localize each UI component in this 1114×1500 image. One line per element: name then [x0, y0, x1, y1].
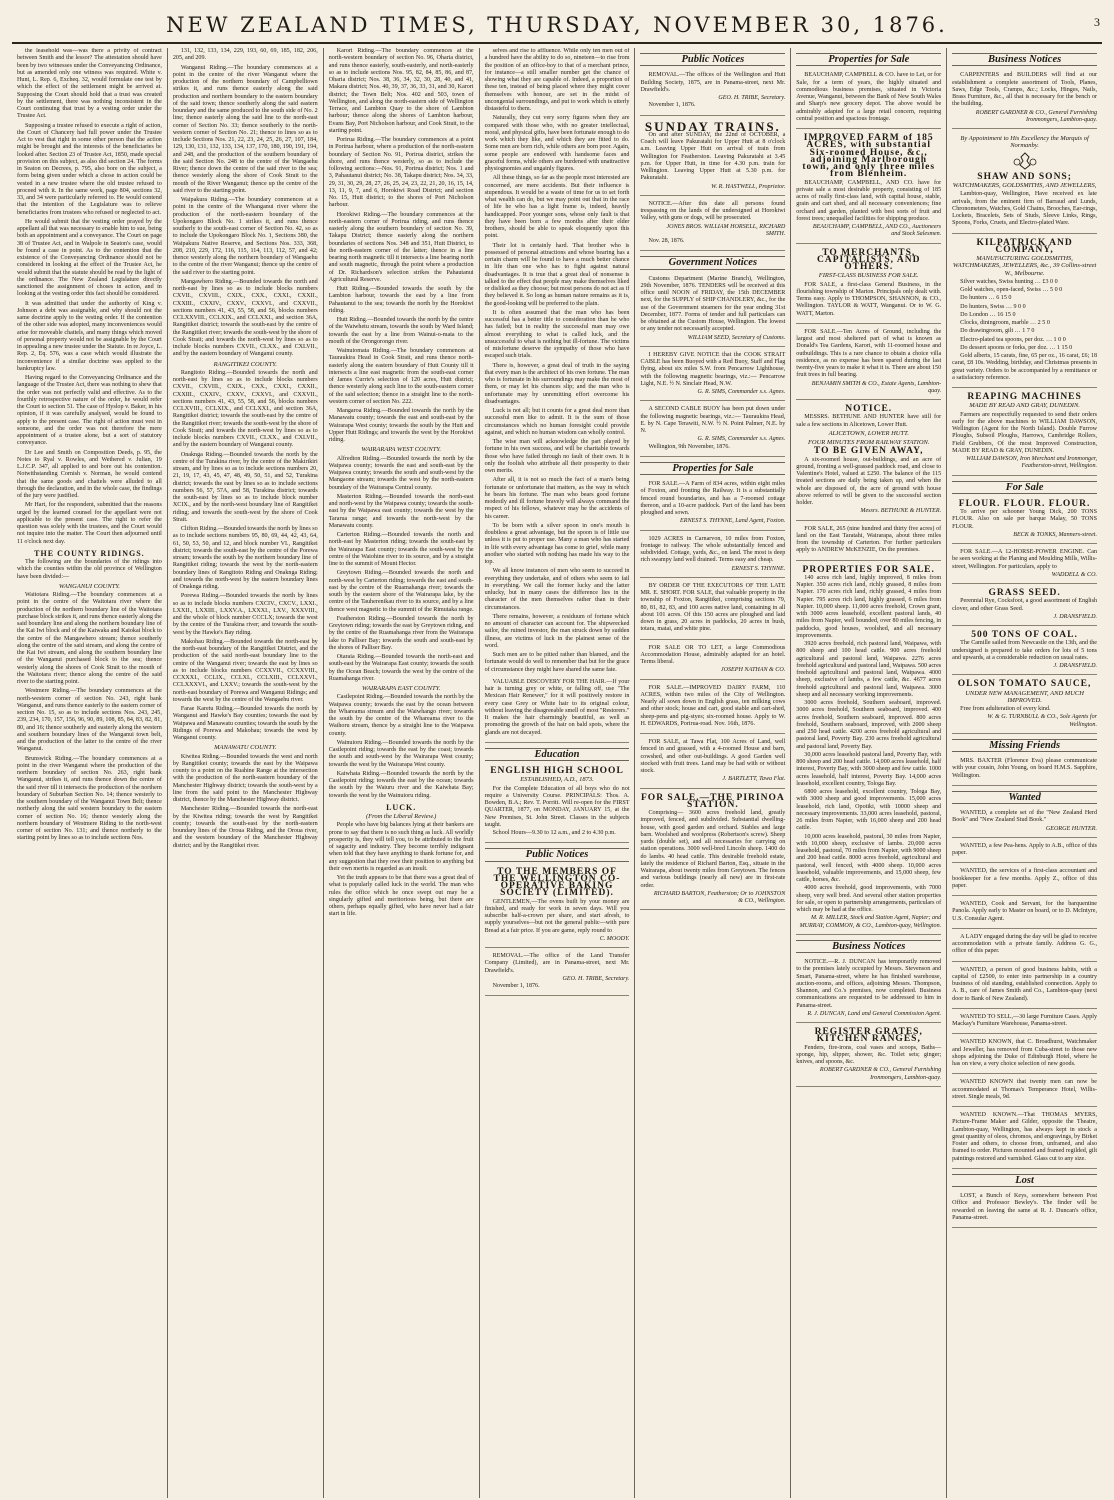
ad-body: The Camille sailed from Newcastle on the 13th, and the undersigned is prepared to take orders for lots of 5 tons and upwards, at a considerable reduction on usual rates.: [952, 640, 1098, 661]
ad-title: REGISTER GRATES, KITCHEN RANGES,: [814, 1027, 923, 1045]
subheading: MANAWATU COUNTY.: [214, 744, 277, 752]
article-paragraph: Farae Karetu Riding.—Bounded towards the north by Wanganui and Hawke's Bay counties; towards the east by Waipawa and Manawatu counties; towards the south by the Ridings of Porewa and Makohau; towards the west by Wanganui county.: [172, 706, 318, 741]
ad-body: FOR SALE.—A 12-HORSE-POWER ENGINE. Can be seen working at the Planing and Moulding Mills, Willis-street, Wellington. For particulars, apply to: [952, 549, 1098, 570]
article-paragraph: The wise man will acknowledge the part played by fortune in his own success, and will be charitable towards those who have failed through no fault of their own. It is only the foolish who attribute all their prosperity to their own merits.: [484, 439, 630, 474]
article-paragraph: Rangitoto Riding.—Bounded towards the north and north-east by lines so as to include blocks numbers CXVII., CXVIII., CXIX., CXX., CXXI., CXXII., CXXIII., CXXIV., CXXV., CXXVI., and CXXVII., sections numbers 41, 43, 55, 58, and 56, blocks numbers CCLXVIII., CCLXIX., and CCLXXI., and section 36A, Rangitikei district; towards the south-east by the centre of the Rangitikei river; towards the south-west by the shore of Cook Strait; and towards the north-west by lines so as to include blocks numbers CXVII., CLXX., and CXLVII., and by the eastern boundary of Wanganui county.: [172, 369, 318, 449]
ad-body: WANTED KNOWN that twenty men can now be accommodated at Thomas's Temperance Hotel, Willis-street. Single meals, 9d.: [952, 1079, 1098, 1100]
ad-subtitle: MANUFACTURING GOLDSMITHS, WATCHMAKERS, JEWELLERS, &c., 39 Collins-street W., Melbourne.: [952, 255, 1097, 277]
section-header-lost: Lost: [952, 1174, 1097, 1187]
article-paragraph: Otaraia Riding.—Bounded towards the north-east and south-east by the Wairarapa East county; towards the south by the Ocean Beach; towards the west by the centre of the Ruamahanga river.: [328, 654, 474, 682]
advertisement: [796, 131, 941, 244]
ad-body: A LADY engaged during the day will be glad to receive accommodation with a private family. Address G. G., office of this paper.: [952, 933, 1098, 955]
ad-date: November 1, 1876.: [492, 983, 540, 989]
ad-body: 140 acres rich land, highly improved, 8 miles from Napier. 350 acres rich land, richly grassed, 8 miles from Napier. 170 acres rich land, richly grassed, 4 miles from Napier. 795 acres rich land, highly grassed, 6 miles from Napier. 10,000 sheep. 11,000 acres freehold, Crown grant, with 3000 acres leasehold, excellent pastoral lands, 40 miles from Napier, well bounded, over 80 miles fencing, in paddocks, good houses, woolshed, and all necessary improvements.: [796, 574, 942, 639]
advertisement: [485, 865, 630, 949]
article-paragraph: Waitotara Riding.—The boundary commences at a point in the centre of the Waitotara river where the production of the northern boundary line of the Waitotara purchase block strikes it, and runs thence easterly along the said boundary line and along the northern boundary line of the Kai Iwi block and of the Kaiwaka and Kaiokai block to the centre of the Mangawhero stream; thence southerly along the centre of the said stream, and along the centre of the Kai Iwi stream, and along the southern boundary line of the Wanganui purchased block to the sea; thence westerly along the shores of Cook Strait to the mouth of the Waitotara river; thence along the centre of the said river to the starting point.: [17, 592, 162, 685]
advertisement: [952, 865, 1097, 896]
ad-subtitle: ALICETOWN, LOWER HUTT.: [828, 429, 909, 437]
ad-subtitle: FIRST-CLASS BUSINESS FOR SALE.: [818, 272, 919, 280]
advertisement: [952, 390, 1097, 476]
ad-body: WANTED TO SELL,—30 large Furniture Cases. Apply Mackay's Furniture Warehouse, Panama-street.: [952, 1013, 1098, 1027]
section-header-wanted: Wanted: [952, 791, 1097, 804]
price-line: Do hunters … 6 15 0: [960, 295, 1012, 302]
section-header-government-notices: Government Notices: [640, 256, 785, 269]
ad-body: A SECOND CABLE BUOY has been put down under the following magnetic bearings, viz.:— Tauraukira Head, E. by N. Cape Terawiti, N.W. ½ N. Point Palmer, N.E. by N.: [640, 406, 786, 434]
ad-title: TO THE MEMBERS OF THE WELLINGTON CO-OPERATIVE BAKING SOCIETY (LIMITED).: [493, 866, 621, 899]
subheading: (From the Liberal Review.): [365, 813, 437, 820]
ad-body: GENTLEMEN,—The ovens built by your money are finished, and ready for work in seven days. Will you subscribe half-a-crown per share, and start afresh, to supply yourselves—but not the general public—with pure Bread at a fair price. If you are game, reply round to: [484, 898, 630, 934]
advertisement: [485, 764, 630, 843]
article-paragraph: Onaknga Riding.—Bounded towards the north by the centre of the Turakina river, by the centre of the Makirikiri stream, and by lines so as to include sections numbers 20, 21, 19, 17, 43, 45, 47, 48, 49, 50, 51, and 52, Turakina district; towards the east by lines so as to include sections numbers 56, 57, 57A, and 58, Turakina district; towards the south-east by lines so as to include block number XCIX., and by the north-west boundary line of Rangitikei riding; and towards the south-west by the shore of Cook Strait.: [172, 451, 318, 523]
ad-body: NOTICE.—R. J. DUNCAN has temporarily removed to the premises lately occupied by Messrs. Stevenson and Smart, Panama-street, where he has finished warehouse, auction-rooms, and offices, adjoining Messrs. Thompson, Shannon, and Co.'s premises, now completed. Business communications are requested to be addressed to him in Panama-street.: [796, 959, 942, 1009]
price-line: Do dessert spoons or forks, per doz. … 1 15 0: [960, 344, 1073, 351]
ad-body: FOR SALE.—IMPROVED DAIRY FARM, 110 ACRES, within two miles of the City of Wellington. Nearly all sown down in English grass, ten milking cows and other stock; house and cart, good stable and cart-shed, sheep-pens and pig-styes; six-roomed house. Apply to W. H. EDWARDS, Porirua-road. Nov. 16th, 1876.: [640, 684, 786, 727]
advertisement: [640, 349, 785, 402]
article-paragraph: Horokiwi Riding.—The boundary commences at the north-eastern corner of Porirua riding, and runs thence easterly along the southern boundary of section No. 39, Takapu District; thence easterly along the northern boundaries of sections Nos. 348 and 351, Hutt District, to the north-eastern corner of the latter; thence in a line bearing north magnetic till it intersects a line bearing north and south magnetic, through the point where a production of Dr. Richardson's selection strikes the Pahautanui Agricultural Reserve.: [328, 211, 474, 283]
section-header-for-sale: For Sale: [952, 481, 1097, 494]
section-header-properties: Properties for Sale: [796, 53, 941, 66]
ad-body: FOR SALE.—A Farm of 834 acres, within eight miles of Foxton, and fronting the Railway. It is a substantially fenced round boundaries, and has a 7-roomed cottage thereon, and a 10-acre paddock. Part of the land has been ploughed and sown.: [640, 481, 786, 516]
ad-signature: GEORGE HUNTER.: [1045, 825, 1098, 832]
article-paragraph: Makohau Riding.—Bounded towards the north-east by the north-east boundary of the Rangitikei District, and the production of the said north-east boundary line to the centre of the Wanganui river; towards the east by lines so as to include blocks numbers CCXXVII., CCXXVIII., CCXXXI., CCLIX., CCLXI., CCLXIII., CCLXXVI., CCLXXXVI., and LXXV.; towards the south-west by the north-east boundary of Porewa and Wanganui Ridings; and towards the west by the centre of the Wangaehu river.: [172, 638, 318, 703]
ad-body: 3920 acres freehold, rich pastoral land, Waipawa, with 800 sheep and 100 head cattle. 900 acres freehold agricultural and pastoral land, Waipawa. 2276 acres freehold agricultural and pastoral land, Waipawa. 500 acres freehold agricultural and pastoral land, Waipawa. 4000 sheep, exclusive of lambs, a few cattle, &c. 4677 acres freehold agricultural and pastoral land, Waipawa. 3000 sheep and all necessary working improvements.: [796, 641, 942, 698]
article-paragraph: It was admitted that under the authority of King v. Johnson a debt was assignable, and why should not the same doctrine apply to the vesting order. If the contention of the other side was adopted, many inconveniences would arise for moveable chattels, and many things which moved of personal property would not be assignable by the Court in appealing a new trustee under the Statute. In re Joyce, L. Rep. 2, Eq. 576, was a case which would illustrate the inconvenience if a similar doctrine was applied to the bankruptcy law.: [17, 300, 162, 372]
advertisement: [796, 563, 941, 935]
ad-signature: GEO. H. TRIBE, Secretary.: [562, 975, 630, 982]
article-paragraph: Dr Lee and Smith on Composition Deeds, p. 95, the Notes to Ryal v. Rowles, and Wethered v. Julian, 19 L.J.C.P. 347, all applied to and bore out his contention. Notwithstanding Cornish v. Norman, he would contend that the same goods and chattels were alluded to all through the declaration, and in the whole case, the findings of the jury were justified.: [17, 449, 162, 499]
advertisement: [640, 580, 785, 640]
ad-body: 6800 acres leasehold, excellent country, Tologa Bay, with 3000 sheep and good improvements. 15,000 acres leasehold, rich land, Opotiki, with 10000 sheep and necessary improvements. 33,000 acres leasehold, pastoral, 26 miles from Napier, with 16,000 sheep and 200 head cattle.: [796, 789, 942, 832]
advertisement: [952, 964, 1097, 1009]
masthead-title: NEW ZEALAND TIMES, THURSDAY, NOVEMBER 30, 1876.: [166, 13, 948, 37]
advertisement: [952, 931, 1097, 962]
ad-body: Free from adulteration of every kind.: [960, 706, 1051, 712]
advertisement: [952, 1076, 1097, 1107]
ad-signature: ERNEST S. THYNNE, Land Agent, Foxton.: [680, 518, 786, 525]
ad-signature: JONES BROS. WILLIAM HORSELL, RICHARD SMITH.: [666, 223, 786, 237]
article-paragraph: Carterton Riding.—Bounded towards the north and north-east by Masterton riding; towards the south-east by the Wairarapa East county; towards the south-west by the centre of the Waiohine river to its source, and by a straight line to the summit of Mount Hector.: [328, 532, 474, 567]
ad-body: WANTED, the services of a first-class accountant and bookkeeper for a few months. Apply Z., office of this paper.: [952, 868, 1098, 889]
advertisement: [640, 403, 785, 457]
article-paragraph: Brunswick Riding.—The boundary commences at a point in the river Wanganui where the production of the northern boundary of section No. 263, right bank Wanganui, strikes it, and runs thence down the centre of the said river till it intersects the production of the northern boundary of Suburban Section No. 14; thence westerly to the southern boundary of the Wanganui Town Belt; thence northerly along the said western boundary to the eastern corner of section No. 16; thence westerly along the northern boundary of Westmere Riding to the north-west corner of section No. 131; and thence northerly to the starting point by lines so as to include sections Nos.: [17, 755, 162, 842]
advertisement: [640, 791, 785, 911]
advertisement: [952, 677, 1097, 734]
ad-signature: W. R. HASTWELL, Proprietor.: [711, 183, 786, 190]
advertisement: [952, 807, 1097, 838]
article-paragraph: Clifton Riding.—Bounded towards the north by lines so as to include sections numbers 95, 80, 69, 44, 42, 43, 64, 61, 50, 53, 50, and 12, and block number VI., Rangitikei district; towards the south-east by the centre of the Porewa stream; towards the south by the northern boundary line of Rangitikei riding; towards the west by the north-eastern boundary lines of Rangitoto Riding and Onaknga Riding; and towards the north-west by the eastern boundary lines of Onaknga riding.: [172, 526, 318, 590]
ad-body: WANTED, Cook and Servant, for the barquentine Panola. Apply early to Master on board, or to D. McIntyre, U.S. Consular Agent.: [952, 901, 1098, 922]
ad-subtitle: FOUR MINUTES FROM RAILWAY STATION.: [807, 439, 930, 446]
advertisement: [796, 69, 941, 129]
article-paragraph: Hutt Riding.—Bounded towards the south by the Lambton harbour, towards the east by a line from Pahautanui to the sea; towards the north by the Horokiwi riding.: [328, 286, 474, 314]
ad-body: REMOVAL.—The offices of the Wellington and Hutt Building Society, 1875, are in Panama-street, next Mr. Drawfield's.: [640, 72, 786, 93]
ad-signature: BECK & TONKS, Manners-street.: [1013, 531, 1098, 538]
ad-body: A six-roomed house, out-buildings, and an acre of ground, fronting a well-grassed paddock road, and close to Valentine's Hotel, valued at £250. The balance of the 115 treated sections are daily being taken up, and when the whole are disposed of, the acre of ground with house above referred to will be given to the successful section holder.: [796, 456, 942, 506]
ad-title: SUNDAY TRAINS.: [644, 118, 781, 134]
ad-signature: RICHARD BARTON, Featherston; Or to JOHNSTON & CO., Wellington.: [653, 890, 786, 904]
ad-body: To arrive per schooner Young Dick, 200 TONS FLOUR. Also on sale per barque Malay, 50 TONS FLOUR.: [952, 509, 1098, 530]
advertisement: [952, 840, 1097, 864]
ad-title: PROPERTIES FOR SALE.: [802, 564, 935, 575]
ad-body: FOR SALE, 265 (nine hundred and thirty five acres) of land on the East Taratahi, Wairarapa, about three miles from the township of Carterton. For further particulars apply to ANDREW McKENZIE, On the premises.: [796, 525, 942, 554]
ad-title: FLOUR. FLOUR. FLOUR.: [958, 498, 1091, 509]
royal-appointment: By Appointment to His Excellency the Marquis of Normanby.: [960, 135, 1089, 150]
ad-body: FOR SALE, a first-class General Business, in the flourishing township of Marton. Principals only dealt with. Terms easy. Apply to THOMPSON, SHANNON, & CO., Wellington. TAYLOR & WATT, Wanganui. Or to W. G. WATT, Marton.: [796, 281, 942, 317]
ad-title: GRASS SEED.: [988, 588, 1061, 598]
ad-body: Gold alberts, 15 carats, fine, 65 per oz., 16 carat, £6; 18 carat, £8 10s. Wedding, birthday, and Christmas presents in great variety. Orders to be accompanied by a remittance or a satisfactory reference.: [952, 353, 1098, 381]
article-paragraph: Yet the truth appears to be that there was a great deal of what is popularly called luck in the world. The man who rules the office which he once swept out may be a singularly gifted and meritorious being, but there are others, perhaps equally gifted, who have never had a fair start in life.: [328, 875, 474, 918]
ad-body: For the Complete Education of all boys who do not require a University Course. PRINCIPALS: Thos. A. Bowden, B.A.; Rev. T. Porritt. Will re-open for the FIRST QUARTER, 1877, on MONDAY, JANUARY 15, at the New Premises, St. John Street. Classes in the subjects taught.: [484, 785, 630, 828]
ad-signature: BENJAMIN SMITH & CO., Estate Agents, Lambton-quay.: [811, 380, 942, 394]
article-paragraph: Porewa Riding.—Bounded towards the north by lines so as to include blocks numbers CXCIV., CXCV., LXXI., LXXII., LXXIII., LXXV.A., LXXXI., LXV., XXXVIII., and the whole of block number CCCLX; towards the west by the centre of the Turakina river; and towards the south-west by the Hawke's Bay riding.: [172, 593, 318, 636]
advertisement: [952, 497, 1097, 544]
article-paragraph: selves and rise to affluence. While only ten men out of a hundred have the ability to do so, nineteen—to rise from the position of an office-boy to that of a merchant prince, for instance—a still smaller number get the chance of showing what they are capable of. Indeed, a proportion of these ten, instead of being placed where they might cover themselves with honour, are set in the midst of uncongenial surroundings, and put to work which is utterly distasteful to them.: [484, 48, 630, 112]
ad-signature: WILLIAM SEED, Secretary of Customs.: [687, 334, 786, 341]
article-paragraph: Mangawhero Riding.—Bounded towards the north and north-east by lines so as to include blocks numbers CXVII., CXVIII., CXIX., CXX., CXXI., CXXII., CXXIII., CXXIV., CXXV., CXXVI., and CXXVII., sections numbers 41, 43, 55, 58, and 56, blocks numbers CCLXXVIII., CCLXIX., and CCLXXI., and section 36A, Rangitikei district; towards the south-east by the centre of the Rangitikei river; towards the south-west by the shore of Cook Strait; and towards the north-west by lines so as to include blocks numbers CXVII., CLXX., and CXLVII., and by the eastern boundary of Wanganui county.: [172, 278, 318, 358]
ad-signature: WILLIAM DAWSON, Iron Merchant and Ironmonger, Featherston-street, Wellington.: [966, 456, 1098, 470]
ad-signature: M. R. MILLER, Stock and Station Agent, Napier; and MURRAY, COMMON, & CO., Lambton-quay, Wellington.: [799, 915, 942, 929]
article-paragraph: We all know instances of men who seem to succeed in everything they undertake, and of others who seem to fail in everything. We call the former lucky and the latter unlucky, but in many cases the difference lies in the character of the men themselves rather than in their circumstances.: [484, 568, 630, 611]
article-paragraph: Alfredton Riding.—Bounded towards the north by the Waipawa county; towards the east and south-east by the Waipawa county; towards the south and south-west by the Mangaone stream; towards the west by the north-eastern boundary of the Wairarapa Central county.: [328, 455, 474, 491]
article-paragraph: Porirua Riding.—The boundary commences at a point in Porirua harbour, where a production of the north-eastern boundary of Section No. 91, Porirua district, strikes the shore, and runs thence westerly, so as to include the following sections:—Nos. 91, Porirua district; Nos. 1 and 3, Pahautanui district; No. 38, Takapu district; Nos. 34, 33, 29, 31, 30, 29, 28, 27, 26, 25, 24, 23, 22, 21, 20, 16, 15, 14, 13, 11, 9, 7, and 6, Horokiwi Road District; and section No. 15, Hutt district; to the shores of Port Nicholson harbour.: [328, 137, 474, 209]
article-paragraph: Castlepoint Riding.—Bounded towards the north by the Waipawa county; towards the east by the ocean between the Whareama stream and the Waiwhango river; towards the south by the centre of the Whareama river to the Waihoru stream, thence by a straight line to the Waipawa county.: [328, 694, 474, 737]
article-paragraph: Kiwitea Riding.—Bounded towards the west and north by Rangitikei county; towards the east by the Waipawa county to a point on the Ruahine Range at the intersection with the production of the north-eastern boundary of the Manchester Highway district; towards the south-west by a line from the said point to the Manchester Highway district, thence by the Manchester Highway district.: [172, 753, 318, 803]
article-paragraph: Such men are to be pitied rather than blamed, and the fortunate would do well to remember that but for the grace of circumstance they might have shared the same fate.: [484, 652, 630, 673]
column-4: [480, 48, 636, 1498]
ad-signature: C. MOODY.: [599, 935, 630, 942]
advertisement: [640, 198, 785, 252]
ad-signature: Messrs. BETHUNE & HUNTER.: [860, 508, 942, 515]
article-paragraph: People who have big balances lying at their bankers are prone to say that there is no such thing as luck. All worldly prosperity is, they will tell you, to be attributed to the fruit of sagacity and industry. They become terribly indignant when told that they have anything to thank fortune for, and any suggestion that they owe their position to anything but their own merits is regarded as an insult.: [328, 822, 474, 872]
section-header-education: Education: [485, 748, 630, 761]
ad-signature: ROBERT GARDNER & CO., General Furnishing Ironmongers, Lambton-quay.: [975, 109, 1098, 123]
ad-body: NOTICE.—After this date all persons found trespassing on the lands of the undersigned at Horokiwi Valley, with guns or dogs, will be prosecuted.: [640, 200, 786, 222]
masthead: [12, 8, 1102, 44]
ad-body: 10,000 acres leasehold, pastoral, 30 miles from Napier, with 10,000 sheep, exclusive of lambs. 20,000 acres leasehold, pastoral, 70 miles from Napier, with 9000 sheep and 200 head cattle. 8000 acres freehold, agricultural and pastoral, well fenced, with 4000 sheep. 10,000 acres leasehold, valuable improvements, and 15,000 sheep, few cattle, horses, &c.: [796, 833, 942, 883]
article-paragraph: Greytown Riding.—Bounded towards the north and north-west by Carterton riding; towards the east and south-east by the centre of the Ruamahanga river; towards the south by the eastern shore of the Wairarapa lake, by the centre of the Tauherenikau river to its source, and by a line thence west magnetic to the summit of the Rimutaka range.: [328, 570, 474, 613]
article-paragraph: All these things, so far as the people most interested are concerned, are mere accidents. But their influence is stupendous. It would be a waste of time for us to set forth what wealth can do, but we may point out that in the race of life he who has a light frame is, indeed, heavily handicapped. Poor younger sons, whose only fault is that they have been born a few months after their elder brothers, should be able to speak eloquently upon this point.: [484, 175, 630, 240]
ad-body: VALUABLE DISCOVERY FOR THE HAIR.—If your hair is turning grey or white, or falling off, use "The Mexican Hair Renewer," for it will positively restore in every case Grey or White hair to its original colour, without leaving the disagreeable smell of most "Restorers." It makes the hair charmingly beautiful, as well as promoting the growth of the hair on bald spots, where the glands are not decayed.: [484, 678, 630, 736]
ad-title: KILPATRICK AND COMPANY,: [976, 237, 1073, 255]
ad-title: REAPING MACHINES: [967, 392, 1082, 402]
advertisement: [952, 131, 1097, 234]
article-paragraph: Having regard to the Conveyancing Ordinance and the language of the Trustee Act, there was nothing to shew that the order was not perfectly valid and effective. As to the fourthly retrospective nature of the order, he would refer the Court to section 51. The case of Hyslop v. Baker, in his opinion, if it was carefully analysed, would be found to apply to the present case. The right of action must vest in someone, and the order was not therefore the mere appointment of a trustee alone, but a sort of statutory conveyance.: [17, 375, 162, 447]
ad-signature: JOSEPH NATHAN & CO.: [720, 667, 786, 674]
article-paragraph: Their lot is certainly hard. That brother who is possessed of personal attractions and whose bearing has a certain charm will be found to have a much better chance in life than one who has to fight against natural disadvantages. It is true that a great deal of nonsense is talked to the effect that people may make themselves liked or disliked as they choose; but most persons do not act as if they believed it. So long as human nature remains as it is, the good-looking will be preferred to the plain.: [484, 242, 630, 307]
article-paragraph: There is, however, a great deal of truth in the saying that every man is the architect of his own fortune. The man who is fortunate in his surroundings may make the most of them, or may let his chances slip; and the man who is unfortunate may by unremitting effort overcome his disadvantages.: [484, 362, 630, 405]
article-paragraph: 131, 132, 133, 134, 229, 193, 60, 69, 185, 182, 206, 205, and 209.: [172, 48, 318, 62]
column-6: [791, 48, 947, 1498]
article-paragraph: the leasehold was—was there a privity of contract between Smith and the lessor? The attestation should have been by two witnesses under the Conveyancing Ordinance, but as amended only one witness was required. White v. Hunt, L. Rep. 6, Excheq. 32, would formulate one test by which the effect of the settlement might be arrived at. Supposing the Court should hold that a trust was created by the settlement, there was nothing inconsistent in the Court continuing that trust by a vesting order under the Trustee Act.: [17, 48, 162, 120]
ad-body: LOST, a Bunch of Keys, somewhere between Post Office and Professor Bewley's. The finder will be rewarded on leaving the same at R. J. Duncan's office, Panama-street.: [952, 1193, 1098, 1221]
ad-title: FOR SALE.—THE PIRINOA STATION.: [641, 792, 785, 810]
advertisement: [485, 676, 630, 743]
advertisement: [952, 69, 1097, 129]
ad-body: Lambton-quay, Wellington, Have received ex late arrivals, from the eminent firm of Barraud and Lunds, Chronometers, Watches, Gold Chains, Brooches, Ear-rings, Lockets, Bracelets, Sets of Studs, Sleeve Links, Rings, Spoons, Forks, Cruets, and Electro-plated Ware.: [952, 191, 1098, 227]
column-2: [168, 48, 324, 1498]
ad-body: FOR SALE OR TO LET, a large Commodious Accommodation House, admirably adapted for an hotel. Terms liberal.: [640, 644, 786, 665]
ad-body: WANTED KNOWN, that C. Broadhurst, Watchmaker and Jeweller, has removed from Cuba-street to those new shops adjoining the Duke of Edinburgh Hotel, where he has on view, a very choice selection of new goods.: [952, 1039, 1098, 1067]
advertisement: [952, 236, 1097, 389]
ad-body: WANTED, a complete set of the "New Zealand Herd Book" and "New Zealand Stud Book.": [952, 810, 1098, 824]
ad-body: Comprising— 3600 acres freehold land, greatly improved, fenced, and subdivided. Substantial dwelling-house, with good garden and orchard. Stables and large barn. Woolshed and woolpress (Robertson's screw). Sheep yards (double set), and all necessaries for carrying on station operations. 3000 well-bred Lincoln sheep. 1400 do do lambs. 40 head cattle. This desirable freehold estate, lately the residence of Richard Barton, Esq., situate in the Wairarapa, about twenty miles from Greytown. The fences and various buildings (nearly all new) are in first-rate order.: [640, 810, 786, 889]
ad-body: FOR SALE.—Ten Acres of Ground, including the largest and most sheltered part of what is known as Donald's Tea Gardens, Karori, with 11-roomed house and outbuildings. This is a rare chance to obtain a choice villa residence, as no expense has been spared during the last twenty-five years to make it what it is. There are about 150 fruit trees in full bearing.: [796, 328, 942, 379]
ad-body: School Hours—9.30 to 12 a.m., and 2 to 4.30 p.m.: [492, 830, 616, 836]
article-paragraph: Karori Riding.—The boundary commences at the north-western boundary of section No. 96, Oharia district, and runs thence easterly, south-easterly, and north-easterly so as to include sections Nos. 95, 82, 84, 85, 86, and 87, Oharia district; Nos. 38, 36, 34, 32, 30, 28, 40, and 41, Makara district; Nos. 40, 39, 37, 36, 33, 31, and 30, Karori district; the Town Belt; Nos. 402 and 503, town of Wellington, and along the north-eastern side of Wellington Terrace, and Lambton Quay to the shore of Lambton harbour; thence along the shores of Lambton harbour, Evans Bay, Port Nicholson harbour, and Cook Strait, to the starting point.: [328, 48, 474, 134]
article-paragraph: Wainuiomata Riding.—The boundary commences at Tauraukira Head in Cook Strait, and runs thence north-easterly along the eastern boundary of Hutt County till it intersects a line east magnetic from the south-east corner of James Currie's selection of 120 acres, Hutt district; thence westerly along such line to the south-eastern corner of the said selection; thence in a straight line to the north-western corner of section No. 222.: [328, 348, 474, 405]
advertisement: [640, 118, 785, 196]
article-paragraph: To be born with a silver spoon in one's mouth is doubtless a great advantage, but the spoon is of little use unless it is put to proper use. Many a man who has started in life with every advantage has come to grief, while many another who started with nothing has made his way to the top.: [484, 522, 630, 565]
advertisement: [952, 1011, 1097, 1035]
ad-body: WANTED, a few Pea-hens. Apply to A.B., office of this paper.: [952, 842, 1098, 856]
ad-title: IMPROVED FARM of 185 ACRES, with substantial Six-roomed House, &c., adjoining Marlborough town, and only three miles from Blenheim.: [802, 133, 936, 180]
column-5: [635, 48, 791, 1498]
advertisement: [952, 628, 1097, 675]
ad-signature: J. BARTLETT, Tawa Flat.: [722, 776, 786, 783]
ad-body: REMOVAL.—The office of the Land Transfer Company (Limited), are in Panama-street, next Mr. Drawfield's.: [484, 953, 630, 974]
advertisement: [796, 523, 941, 561]
advertisement: [952, 546, 1097, 584]
article-paragraph: Waipakura Riding.—The boundary commences at a point in the centre of the Whanganui river where the production of the north-eastern boundary of the Upokongaro Block No. 1 strikes it, and runs thence southerly to the south-east corner of Section No. 42, so as to include the Upokongaro Block No. 1, Sections 380, the Waipakura Native Reserve, and Sections Nos. 333, 368, 208, 210, 229, 172, 116, 115, 114, 113, 112, 57, and 42; thence westerly along the northern boundary of Wangaehu to the centre of the river Wanganui; thence up the centre of the said river to the starting point.: [172, 197, 318, 276]
ad-body: CARPENTERS and BUILDERS will find at our establishment a complete assortment of Tools, Planes, Saws, Edge Tools, Cramps, &c.; Locks, Hinges, Nails, Brass Furniture, &c., all that is necessary for the bench or the building.: [952, 72, 1098, 108]
subheading: WAIRARAPA WEST COUNTY.: [361, 446, 441, 454]
ad-title: NOTICE.: [845, 404, 893, 414]
section-header-missing-friends: Missing Friends: [952, 739, 1097, 752]
ad-body: MRS. BAXTER (Florence Eva) please communicate with your cousin, John Young, on board H.M.S. Sapphire, Wellington.: [952, 758, 1098, 779]
ad-signature: W. & G. TURNBULL & CO., Sole Agents for Wellington.: [987, 714, 1098, 728]
article-paragraph: Masterton Riding.—Bounded towards the north-east and north-west by the Waipawa county; towards the south-east by the Waipawa east county; towards the west by the Tararua range; and towards the north-west by the Manawatu county.: [328, 493, 474, 529]
advertisement: [796, 326, 941, 400]
column-7: [947, 48, 1102, 1498]
section-header-properties: Properties for Sale: [640, 462, 785, 475]
ad-title: TO MERCHANTS, CAPITALISTS, AND OTHERS.: [816, 247, 921, 272]
advertisement: [485, 950, 630, 996]
subheading: RANGITIKEI COUNTY.: [213, 360, 277, 368]
price-line: Clocks, diningroom, marble … 2 5 0: [960, 320, 1050, 326]
columns: [12, 48, 1102, 1498]
ad-body: 3000 acres freehold, Southern seaboard, improved. 3000 acres freehold, Southern seaboard, improved. 400 acres freehold, Southern seaboard, improved. 800 acres freehold, Southern seaboard, improved, with 2000 sheep and 250 head cattle. 4200 acres freehold agricultural and pastoral land, Poverty Bay. 230 acres freehold agricultural and pastoral land, Poverty Bay.: [796, 700, 942, 750]
article-paragraph: He would submit that the vesting order prayed by the appellant all that was necessary to enable him to sue, being both an appointment and a conveyance. The Court on page 38 of Trustee Act, and in Walpole in Seaton's case, would be found a case in point. As to the contention that the existence of the Conveyancing Ordinance should not be considered in looking at the effect of the Trustee Act, he would submit that the statute should be read by the light of the ordinance. The New Zealand Legislature directly sanctioned the assignment of choses in action, and in looking at the vesting order this fact should be considered.: [17, 218, 162, 298]
ad-title: 500 TONS OF COAL.: [971, 630, 1078, 640]
advertisement: [796, 1025, 941, 1087]
ad-date: Nov. 28, 1876.: [648, 238, 685, 244]
advertisement: [640, 533, 785, 578]
ad-subtitle: UNDER NEW MANAGEMENT, AND MUCH IMPROVED.: [965, 689, 1084, 704]
column-1: [12, 48, 168, 1498]
section-header-public-notices: Public Notices: [640, 53, 785, 66]
ad-body: Customs Department (Marine Branch), Wellington, 29th November, 1876. TENDERS will be received at this office until NOON of FRIDAY, the 15th DECEMBER next, for the SUPPLY of SHIP CHANDLERY, &c., for the use of the Government steamers for the year ending 31st December, 1877. Forms of tender and full particulars can be obtained at the Custom House, Wellington. The lowest or any tender not necessarily accepted.: [640, 275, 786, 333]
ad-title: SHAW AND SONS;: [977, 171, 1072, 182]
ad-signature: J. DRANSFIELD.: [1053, 663, 1098, 669]
ad-date: Wellington, 9th November, 1876.: [648, 443, 730, 450]
article-paragraph: Wainuioru Riding.—Bounded towards the north by the Castlepoint riding; towards the east by the coast; towards the south and south-west by the Wairarapa West county; towards the west by the Wairarapa West county.: [328, 739, 474, 768]
ad-body: 1029 ACRES in Carnarvon, 10 miles from Foxton, frontage to railway. The whole substantially fenced and subdivided. Cottage, yards, &c., on land. The most is deep rich swampy land well drained. Terms easy and cheap.: [640, 535, 786, 564]
ad-signature: GEO. H. TRIBE, Secretary.: [718, 95, 786, 101]
section-header-public-notices: Public Notices: [485, 848, 630, 861]
advertisement: [952, 586, 1097, 626]
advertisement: [952, 1190, 1097, 1228]
royal-arms-icon: [952, 152, 1097, 173]
article-paragraph: There remains, however, a residuum of fortune which no amount of character can account for. The shipwrecked sailor, the ruined investor, the man struck down by sudden illness, are victims of luck in the plainest sense of the word.: [484, 613, 630, 649]
advertisement: [796, 402, 941, 521]
ad-subtitle: MADE BY READ AND GRAY, DUNEDIN.: [969, 402, 1080, 410]
ad-body: 4000 acres freehold, good improvements, with 7000 sheep, very well bred. And several other station properties for sale, or open to partnership arrangements, particulars of which may be had at the office.: [796, 885, 942, 913]
column-3: [324, 48, 480, 1498]
ad-subtitle: WATCHMAKERS, GOLDSMITHS, AND JEWELLERS,: [952, 182, 1097, 189]
article-paragraph: Wanganui Riding.—The boundary commences at a point in the centre of the river Wanganui where the production of the northern boundary of Campbelltown strikes it, and runs thence easterly along the said production and northern boundary to the eastern boundary of the said town; thence southerly along the said eastern boundary and the same produced to the south side of No. 2 line; thence easterly along the said line to the north-east corner of Section No. 33; thence southerly to the north-western corner of Section No. 21; thence to lines so as to include Sections Nos. 21, 22, 23, 24, 25, 26, 27, 107, 184, 129, 130, 131, 132, 133, 134, 137, 170, 180, 190, 191, 194, and 248, and the production of the southern boundary of the said Section No. 248 to the centre of the Wangaehu River; thence down the centre of the said river to the sea; thence westerly along the shore of Cook Strait to the mouth of the River Wanganui; thence up the centre of the said river to the starting point.: [172, 64, 318, 194]
price-line: Silver watches, Swiss hunting … £3 0 0: [960, 278, 1058, 285]
section-heading: THE COUNTY RIDINGS.: [34, 548, 145, 558]
ad-title: ENGLISH HIGH SCHOOL: [490, 766, 624, 776]
article-paragraph: Mr Hart, for the respondent, submitted that the reasons urged by the learned counsel for the appellant were not applicable to the present case. The right to refer the question was solely with the trustees, and the Court would not inquire into the matter. The Court then adjourned until 11 o'clock next day.: [17, 502, 162, 545]
article-paragraph: Naturally, they cut very sorry figures when they are compared with those who, with no greater intellectual, moral, and physical gifts, have been fortunate enough to do work which they like, and which they are fitted to do. Some men are born rich, while others are born poor. Again, some people are endowed with handsome faces and graceful forms, while others are burdened with unattractive physiognomies and ungainly figures.: [484, 115, 630, 172]
ad-body: WANTED, a person of good business habits, with a capital of £2500, to enter into partnership in a country business of old standing, established connection. Apply to A. B., care of James Smith and Co., Lambton-quay (next door to Bank of New Zealand).: [952, 966, 1098, 1002]
advertisement: [952, 1109, 1097, 1169]
ad-body: I HEREBY GIVE NOTICE that the COOK STRAIT CABLE has been Buoyed with a Red Buoy, Staff and Flag flying, about six miles S.W. from Pencarrow Lighthouse, with the following magnetic bearings, viz.:— Pencarrow Light, N.E. ½ N. Sinclair Head, N.W.: [640, 351, 786, 387]
advertisement: [640, 69, 785, 115]
article-paragraph: Mangaroa Riding.—Bounded towards the north by the Manawatu county; towards the east and south-east by the Wairarapa West county; towards the south by the Hutt and Upper Hutt Ridings; and towards the west by the Horokiwi riding.: [328, 408, 474, 443]
advertisement: [640, 478, 785, 531]
ad-date: November 1, 1876.: [648, 102, 696, 109]
ad-subtitle: ESTABLISHED, A.D., 1873.: [520, 776, 594, 784]
ad-signature: G. R. SIMS, Commander s.s. Agnes.: [697, 389, 786, 395]
advertisement: [952, 1036, 1097, 1074]
article-paragraph: Manchester Riding.—Bounded towards the north-east by the Kiwitea riding; towards the west by Rangitikei county; towards the south-east by the north-eastern boundary lines of the Oroua Riding, and the Oroua river, and the western boundary of the Manchester Highway district; and by the Rangitikei river.: [172, 806, 318, 849]
ad-body: Perennial Rye, Cocksfoot, a good assortment of English clover, and other Grass Seed.: [952, 598, 1098, 612]
article-paragraph: The following are the boundaries of the ridings into which the counties within the old province of Wellington have been divided:—: [17, 559, 162, 580]
price-line: Gold watches, open-faced, Swiss … 5 0 0: [960, 287, 1063, 293]
ad-signature: R. J. DUNCAN, Land and General Commission Agent.: [807, 1010, 942, 1017]
ad-signature: ERNEST S. THYNNE.: [731, 565, 786, 572]
ad-signature: BEAUCHAMP, CAMPBELL, AND CO., Auctioneers and Stock Salesmen.: [812, 224, 942, 238]
price-line: Do hunters, Swiss … 9 0 0: [960, 303, 1026, 310]
advertisement: [796, 246, 941, 324]
article-paragraph: Luck is not all; but it counts for a great deal more than successful men like to admit. It is the sum of those circumstances which no human foresight could provide against, and which no human wisdom can wholly control.: [484, 408, 630, 436]
article-paragraph: Kaiwhata Riding.—Bounded towards the north by the Castlepoint riding; towards the east by the ocean; towards the south by the Waiuru river and the Kaiwhata Bay; towards the west by the Wainuioru riding.: [328, 770, 474, 799]
ad-body: On and after SUNDAY, the 22nd of OCTOBER, a Coach will leave Pakuratahi for Upper Hutt at 8 o'clock a.m. Leaving Upper Hutt on arrival of train from Wellington for Featherston. Leaving Pakuratahi at 3.45 p.m. for Upper Hutt, in time for 4.30 p.m. train for Wellington. Leaving Upper Hutt at 5.30 p.m. for Pakuratahi.: [640, 131, 786, 182]
price-line: Do drawingroom, gilt … 1 7 0: [960, 328, 1035, 335]
section-header-business-notices: Business Notices: [796, 940, 941, 953]
article-paragraph: Westmere Riding.—The boundary commences at the north-western corner of section No. 243, right bank Wanganui, and runs thence easterly to the eastern corner of section No. 15, so as to include sections Nos. 243, 245, 239, 234, 170, 157, 156, 96, 90, 89, 108, 85, 84, 83, 82, 81, 80, and 16; thence southerly and easterly along the western and southern boundary lines of the Wanganui town belt, and the production of the latter to the centre of the river Wanganui.: [17, 688, 162, 753]
ad-title: OLSON TOMATO SAUCE,: [957, 679, 1092, 690]
advertisement: [640, 682, 785, 735]
ad-body: 30,000 acres leasehold pastoral land, Poverty Bay, with 800 sheep and 200 head cattle. 14,000 acres leasehold, half interest, Poverty Bay, with 3000 sheep and few cattle. 1000 acres leasehold, half interest, Poverty Bay. 14,000 acres leasehold, excellent country, Tologa Bay.: [796, 751, 942, 787]
subheading: WANGANUI COUNTY.: [58, 582, 120, 590]
advertisement: [952, 898, 1097, 929]
price-line: Do London … 16 15 0: [960, 311, 1016, 318]
ad-body: WANTED KNOWN.—That THOMAS MYERS, Picture-Frame Maker and Gilder, opposite the Theatre, Lambton-quay, Wellington, has always kept in stock a great quantity of oleos, chromos, and engravings, by Birket Foster and others, to choose from, unframed, and also framed to order. Pictures mounted and framed regilded, gilt paintings restored and varnished. Glass cut to any size.: [952, 1112, 1098, 1162]
ad-body: FOR SALE, at Tawa Flat, 100 Acres of Land, well fenced in and grassed, with a 4-roomed House and barn, cowshed, and other out-buildings. A good Garden well stocked with fruit trees. Land may be had with or without stock.: [640, 739, 786, 774]
ad-body: Fenders, fire-irons, coal vases and scoops, Baths—sponge, hip, slipper, shower, &c. Toilet sets; ginger; knives, and spoons, &c.: [796, 1044, 942, 1065]
article-paragraph: Hutt Riding.—Bounded towards the north by the centre of the Waiwhetu stream, towards the south by Ward Island; towards the east by a line from Wainui-o-mata to the mouth of the Orongorongo river.: [328, 317, 474, 345]
ad-signature: WADDELL & CO.: [1051, 571, 1098, 578]
page-number: 3: [1094, 15, 1100, 29]
section-header-business-notices: Business Notices: [952, 53, 1097, 66]
ad-body: BY ORDER OF THE EXECUTORS OF THE LATE MR. E. SHORT. FOR SALE, that valuable property in the township of Foxton, Rangitikei, comprising sections 79, 80, 81, 82, 83, and 100 acres native land, containing in all about 101 acres. Of this 150 acres are ploughed and laid down in grass, 20 acres in paddocks, 20 acres in bush, totara, matai, and white pine.: [640, 582, 786, 633]
ad-body: BEAUCHAMP, CAMPBELL, AND CO. have for private sale a most desirable property, consisting of 185 acres of really first-class land, with capital house, stable, grain and cart shed, and all necessary conveniences; fine orchard and garden, planted with best sorts of fruit and forest trees; unequalled facilities for shipping produce.: [796, 179, 942, 222]
advertisement: [640, 642, 785, 680]
article-paragraph: It is often assumed that the man who has been successful has a better title to consideration than he who has failed; but in reality the successful man may owe almost everything to what is called luck, and the unsuccessful to what is nothing but ill-fortune. The victims of misfortune deserve the sympathy of those who have escaped such trials.: [484, 309, 630, 360]
price-line: Electro-plated tea spoons, per doz. … 1 0 0: [960, 336, 1066, 343]
ad-body: Farmers are respectfully requested to send their orders early for the above machines to WILLIAM DAWSON, Wellington (Agent for the North Island). Double Furrow Ploughs, Subsoil Ploughs, Harrows, Cambridge Rollers, Field Grubbers, Of the most Improved Construction, MADE BY READ & GRAY, DUNEDIN.: [952, 411, 1098, 454]
article-paragraph: After all, it is not so much the fact of a man's being fortunate or unfortunate that matters, as the way in which he bears his fortune. The man who bears good fortune modestly and ill fortune bravely will always command the respect of his fellows, whatever may be the accidents of his career.: [484, 477, 630, 520]
subheading: WAIRARAPA EAST COUNTY.: [362, 685, 441, 692]
advertisement: [796, 956, 941, 1023]
ad-signature: G. R. SIMS, Commander s.s. Agnes.: [697, 436, 786, 443]
advertisement: [640, 273, 785, 347]
ad-signature: J. DRANSFIELD.: [1053, 613, 1098, 620]
article-paragraph: Supposing a trustee refused to execute a right of action, the Court of Chancery had full power under the Trustee Act to vest that right in some other person that the action might be brought and the interests of the beneficiaries be looked after. Section 23 of Trustee Act, 1850, made special provision on this subject, as also did section 24. The forms in Seaton on Decrees, p. 795, also bore on the subject, a form being given under which a chose in action could be vested in a new trustee where the old trustee refused to proceed with it. In the same work, page 804, sections 32, 33, and 34 were particularly referred to. He would contend that the intention of the Legislature was to relieve beneficiaries from trustees who refused or neglected to act.: [17, 122, 162, 216]
article-paragraph: Featherston Riding.—Bounded towards the north by Greytown riding; towards the east by Greytown riding, and by the centre of the Ruamahanga river from the Wairarapa lake to Palliser Bay; towards the south and south-east by the shores of Palliser Bay.: [328, 615, 474, 651]
ad-body: BEAUCHAMP, CAMPBELL & CO. have to Let, or for Sale, for a term of years, the highly situated and commodious business premises, situated in Victoria Avenue, Wanganui, between the Bank of New South Wales and Sharp's new grocery depot. The above would be admirably adapted for a large retail concern, requiring central position and spacious frontage.: [796, 72, 942, 122]
advertisement: [640, 736, 785, 789]
ad-body: MESSRS. BETHUNE AND HUNTER have still for sale a few sections in Alicetown, Lower Hutt.: [796, 414, 942, 428]
section-heading: LUCK.: [386, 802, 417, 812]
advertisement: [952, 755, 1097, 786]
ad-signature: ROBERT GARDNER & CO., General Furnishing Ironmongers, Lambton-quay.: [819, 1067, 942, 1081]
ad-title: TO BE GIVEN AWAY,: [813, 446, 924, 457]
